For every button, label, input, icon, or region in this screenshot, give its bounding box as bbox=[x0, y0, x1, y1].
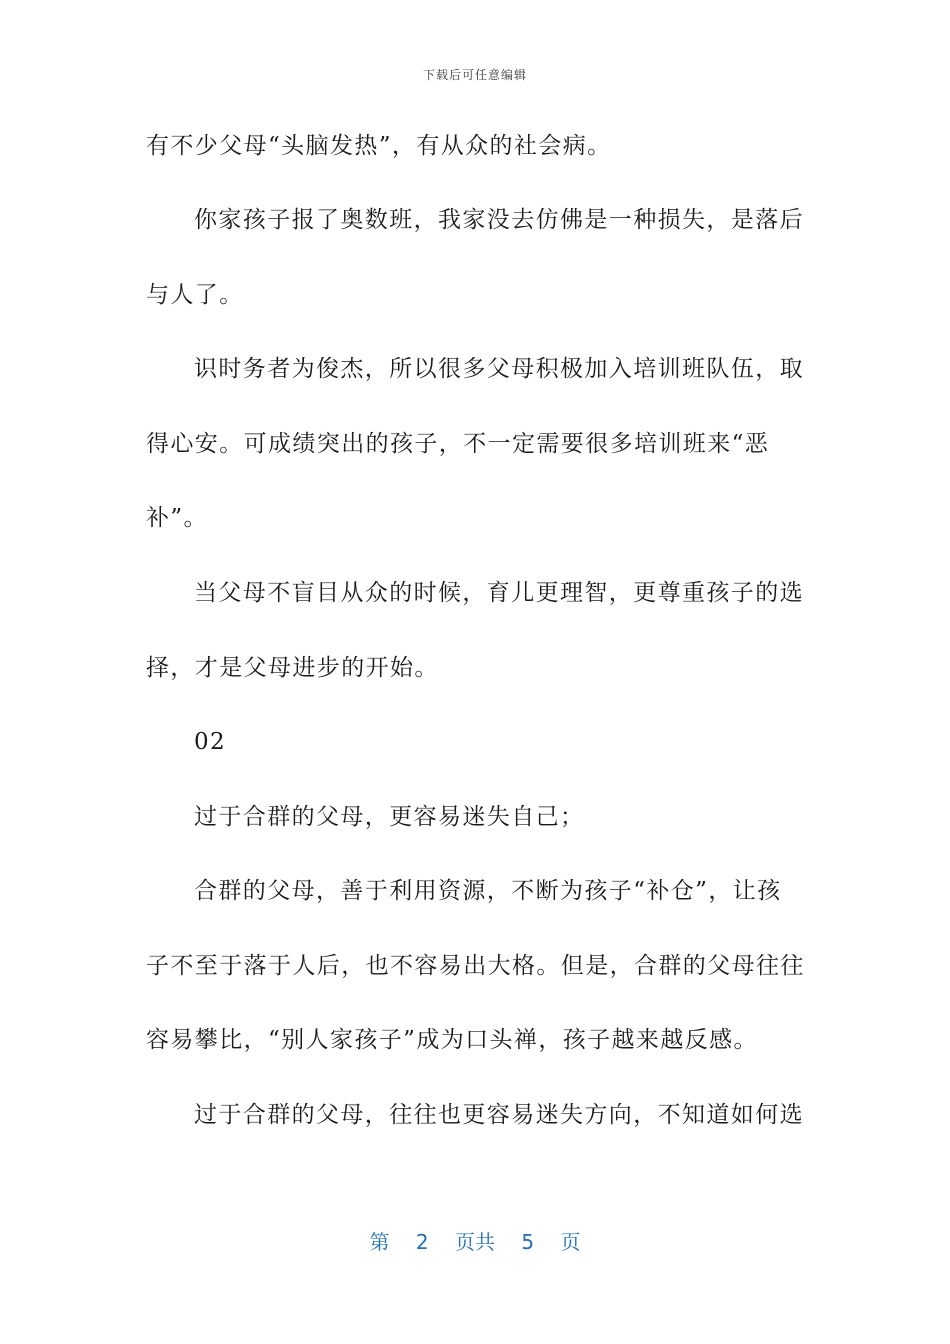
text-line: 子不至于落于人后，也不容易出大格。但是，合群的父母往往 bbox=[146, 953, 805, 979]
text-line: 与人了。 bbox=[146, 282, 244, 308]
text-line: 当父母不盲目从众的时候，育儿更理智，更尊重孩子的选 bbox=[194, 580, 804, 606]
text-line: 过于合群的父母，往往也更容易迷失方向，不知道如何选 bbox=[194, 1102, 804, 1128]
page-footer bbox=[0, 1226, 950, 1255]
page-header: 下载后可任意编辑 bbox=[422, 68, 527, 82]
text-line: 合群的父母，善于利用资源，不断为孩子“补仓”，让孩 bbox=[194, 878, 782, 904]
text-line: 得心安。可成绩突出的孩子，不一定需要很多培训班来“恶 bbox=[146, 431, 770, 457]
text-line: 过于合群的父母，更容易迷失自己； bbox=[194, 804, 585, 830]
footer-total-pages: 5 bbox=[521, 1230, 535, 1254]
text-line: 择，才是父母进步的开始。 bbox=[146, 655, 439, 681]
text-line: 补”。 bbox=[146, 505, 208, 531]
footer-current-page: 2 bbox=[415, 1230, 429, 1254]
footer-label-pages: 页 bbox=[560, 1230, 581, 1254]
text-line: 识时务者为俊杰，所以很多父母积极加入培训班队伍，取 bbox=[194, 356, 804, 382]
footer-label-of: 页共 bbox=[455, 1230, 495, 1254]
section-number: 02 bbox=[194, 729, 227, 755]
text-line: 你家孩子报了奥数班，我家没去仿佛是一种损失，是落后 bbox=[194, 207, 804, 233]
text-line: 有不少父母“头脑发热”，有从众的社会病。 bbox=[146, 133, 612, 159]
footer-label-page: 第 bbox=[369, 1230, 390, 1254]
text-line: 容易攀比，“别人家孩子”成为口头禅，孩子越来越反感。 bbox=[146, 1027, 758, 1053]
